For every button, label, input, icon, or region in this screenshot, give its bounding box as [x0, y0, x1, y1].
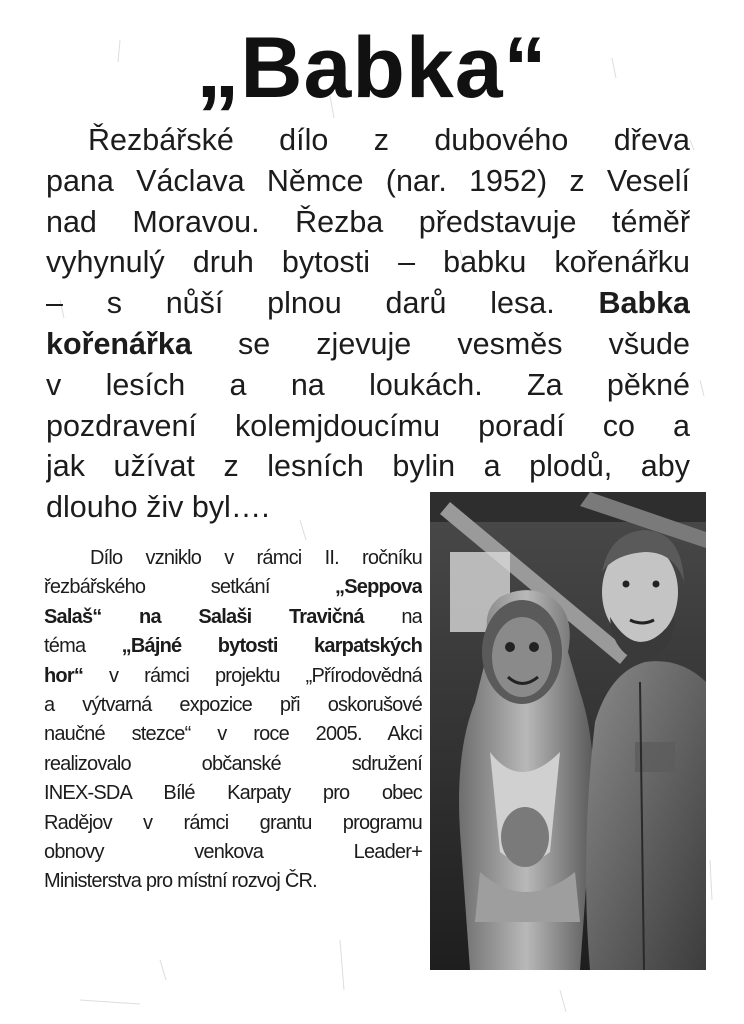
side-line-text: téma — [44, 635, 122, 658]
main-line-text: nad Moravou. Řezba představuje téměř — [46, 204, 690, 239]
main-line-bold: kořenářka — [46, 326, 192, 361]
side-line — [44, 632, 422, 661]
side-line — [44, 544, 422, 573]
side-line — [44, 720, 422, 749]
statue-photo-drawing — [430, 492, 706, 970]
side-line-text: a výtvarná expozice při oskorušové — [44, 694, 422, 717]
main-line-text: dlouho živ byl…. — [46, 490, 270, 525]
side-line-bold: hor“ — [44, 664, 84, 687]
statue-photo — [430, 492, 706, 970]
main-line-text: pana Václava Němce (nar. 1952) z Veselí — [46, 163, 690, 198]
side-line — [44, 750, 422, 779]
side-line — [44, 573, 422, 602]
main-line — [46, 202, 690, 243]
main-line-text: vyhynulý druh bytosti – babku kořenářku — [46, 245, 690, 280]
main-line — [46, 446, 690, 487]
side-line-bold: „Seppova — [335, 576, 422, 599]
main-line-text: se zjevuje vesměs všude — [191, 326, 690, 361]
roof-beam — [430, 492, 706, 522]
main-line-text: v lesích a na loukách. Za pěkné — [46, 367, 690, 402]
side-line — [44, 691, 422, 720]
side-paragraph — [44, 544, 422, 897]
side-line-text: v rámci projektu „Přírodovědná — [83, 664, 422, 687]
main-line-text: – s nůší plnou darů lesa. — [46, 286, 599, 321]
side-line-text: na — [363, 605, 422, 628]
side-line-text: Ministerstva pro místní rozvoj ČR. — [44, 870, 317, 893]
side-line-text: Dílo vzniklo v rámci II. ročníku — [90, 547, 422, 569]
main-line — [46, 161, 690, 202]
main-line — [46, 324, 690, 365]
main-line-text: pozdravení kolemjdoucímu poradí co a — [46, 408, 690, 443]
side-line — [44, 662, 422, 691]
main-line-bold: Babka — [598, 286, 690, 321]
side-line — [44, 779, 422, 808]
side-line-text: INEX-SDA Bílé Karpaty pro obec — [44, 782, 422, 805]
side-line — [44, 838, 422, 867]
main-paragraph — [46, 120, 690, 528]
main-line — [46, 365, 690, 406]
main-line — [46, 283, 690, 324]
side-line — [44, 867, 422, 896]
side-line-text: řezbářského setkání — [44, 576, 336, 599]
side-line-bold: „Bájné bytosti karpatských — [121, 635, 422, 658]
side-line-text: Radějov v rámci grantu programu — [44, 811, 422, 834]
side-line — [44, 809, 422, 838]
side-line-text: realizovalo občanské sdružení — [44, 752, 422, 775]
main-line — [46, 120, 690, 161]
page-title: „Babka“ — [196, 20, 548, 116]
side-line — [44, 603, 422, 632]
main-line — [46, 406, 690, 447]
main-line-text: jak užívat z lesních bylin a plodů, aby — [46, 449, 690, 484]
side-line-text: obnovy venkova Leader+ — [44, 841, 422, 864]
main-line-text: Řezbářské dílo z dubového dřeva — [88, 123, 690, 157]
main-line — [46, 242, 690, 283]
side-line-text: naučné stezce“ v roce 2005. Akci — [44, 723, 422, 746]
side-line-bold: Salaš“ na Salaši Travičná — [44, 605, 364, 628]
